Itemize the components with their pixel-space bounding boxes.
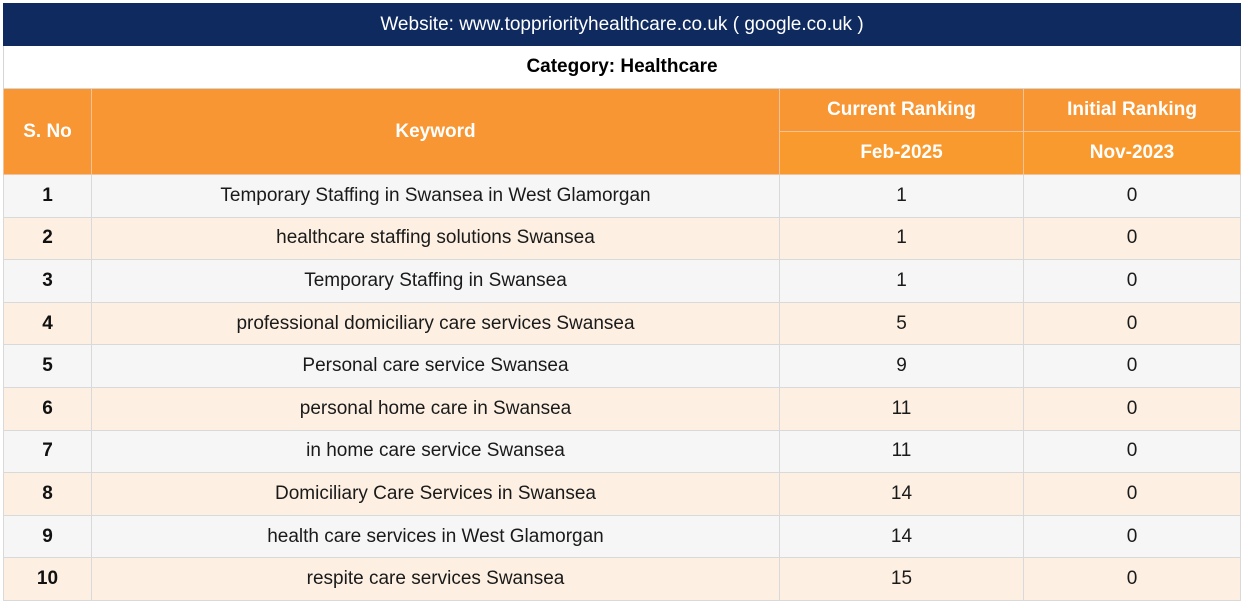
table-row	[4, 558, 1241, 601]
current-ranking-cell: 1	[780, 175, 1024, 218]
sno-cell: 6	[4, 387, 92, 430]
current-ranking-cell: 15	[780, 558, 1024, 601]
website-banner: Website: www.toppriorityhealthcare.co.uk ( google.co.uk )	[4, 4, 1241, 46]
ranking-table	[3, 3, 1241, 601]
sno-cell: 9	[4, 515, 92, 558]
sno-cell: 7	[4, 430, 92, 473]
initial-ranking-cell: 0	[1024, 217, 1241, 260]
sno-cell: 10	[4, 558, 92, 601]
current-ranking-cell: 9	[780, 345, 1024, 388]
current-date-header: Feb-2025	[780, 132, 1024, 175]
table-row	[4, 515, 1241, 558]
current-ranking-cell: 14	[780, 515, 1024, 558]
initial-ranking-cell: 0	[1024, 473, 1241, 516]
table-row	[4, 175, 1241, 218]
keyword-cell: Temporary Staffing in Swansea	[92, 260, 780, 303]
keyword-cell: healthcare staffing solutions Swansea	[92, 217, 780, 260]
initial-ranking-cell: 0	[1024, 515, 1241, 558]
keyword-cell: personal home care in Swansea	[92, 387, 780, 430]
current-ranking-header: Current Ranking	[780, 89, 1024, 132]
keyword-cell: in home care service Swansea	[92, 430, 780, 473]
rows-body	[4, 175, 1241, 601]
table-row	[4, 260, 1241, 303]
keyword-cell: Domiciliary Care Services in Swansea	[92, 473, 780, 516]
sno-cell: 1	[4, 175, 92, 218]
banner-row	[4, 4, 1241, 46]
initial-ranking-cell: 0	[1024, 260, 1241, 303]
keyword-cell: Temporary Staffing in Swansea in West Glamorgan	[92, 175, 780, 218]
sno-cell: 4	[4, 302, 92, 345]
header-row	[4, 89, 1241, 132]
table-row	[4, 302, 1241, 345]
initial-ranking-cell: 0	[1024, 345, 1241, 388]
keyword-cell: professional domiciliary care services Swansea	[92, 302, 780, 345]
current-ranking-cell: 11	[780, 387, 1024, 430]
initial-ranking-cell: 0	[1024, 387, 1241, 430]
initial-date-header: Nov-2023	[1024, 132, 1241, 175]
initial-ranking-cell: 0	[1024, 175, 1241, 218]
category-row	[4, 46, 1241, 89]
category-title: Category: Healthcare	[4, 46, 1241, 89]
current-ranking-cell: 1	[780, 217, 1024, 260]
sno-cell: 3	[4, 260, 92, 303]
ranking-report	[3, 3, 1240, 601]
keyword-cell: health care services in West Glamorgan	[92, 515, 780, 558]
keyword-cell: respite care services Swansea	[92, 558, 780, 601]
initial-ranking-cell: 0	[1024, 558, 1241, 601]
sno-cell: 5	[4, 345, 92, 388]
table-row	[4, 217, 1241, 260]
table-row	[4, 387, 1241, 430]
table-row	[4, 473, 1241, 516]
sno-cell: 8	[4, 473, 92, 516]
current-ranking-cell: 14	[780, 473, 1024, 516]
current-ranking-cell: 1	[780, 260, 1024, 303]
keyword-header: Keyword	[92, 89, 780, 175]
keyword-cell: Personal care service Swansea	[92, 345, 780, 388]
initial-ranking-cell: 0	[1024, 430, 1241, 473]
initial-ranking-header: Initial Ranking	[1024, 89, 1241, 132]
current-ranking-cell: 11	[780, 430, 1024, 473]
table-row	[4, 345, 1241, 388]
table-row	[4, 430, 1241, 473]
sno-cell: 2	[4, 217, 92, 260]
current-ranking-cell: 5	[780, 302, 1024, 345]
sno-header: S. No	[4, 89, 92, 175]
initial-ranking-cell: 0	[1024, 302, 1241, 345]
